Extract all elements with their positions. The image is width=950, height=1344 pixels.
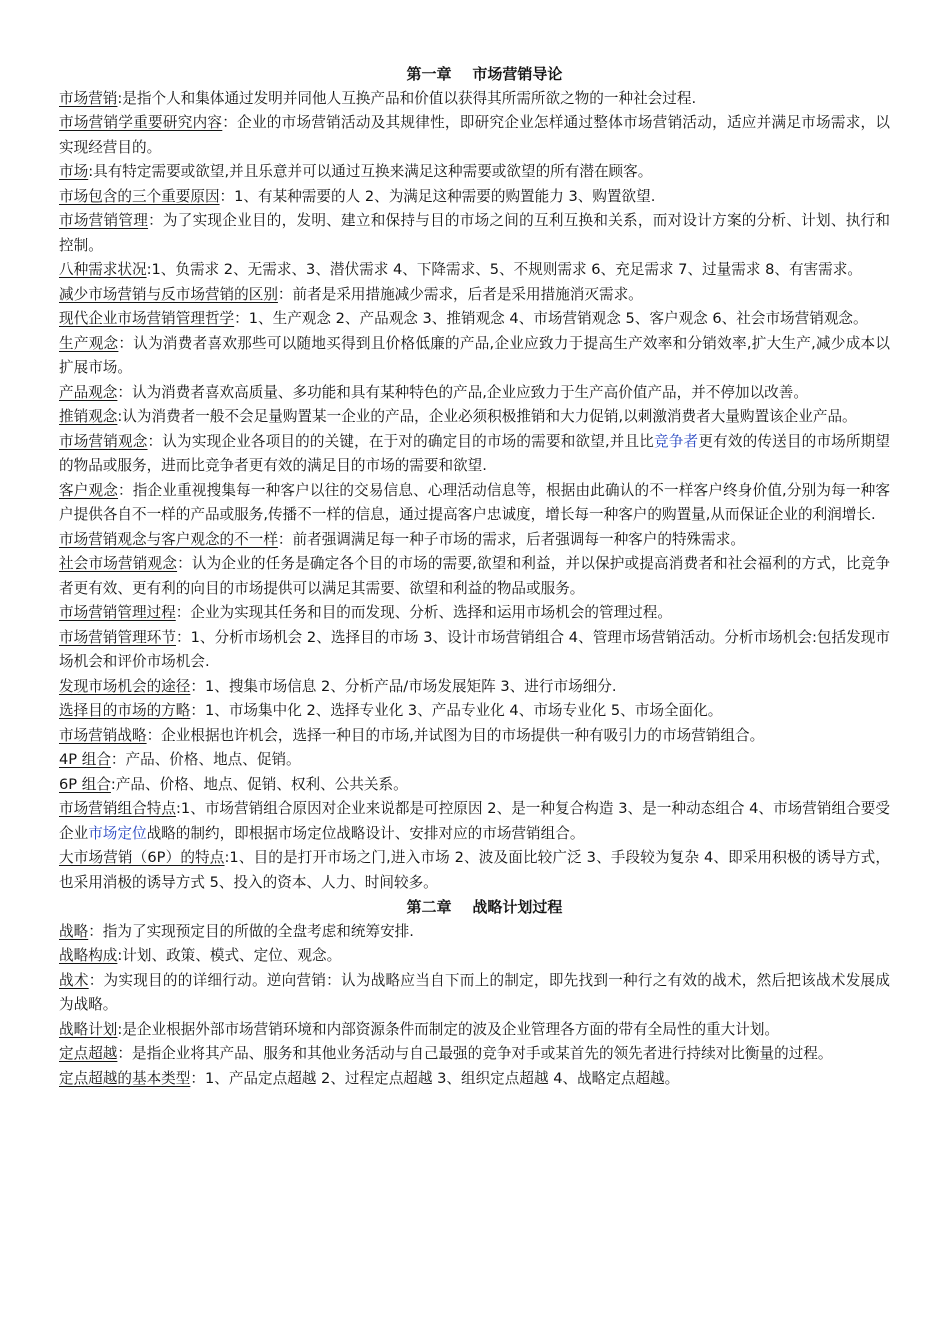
market-positioning-link[interactable]: 市场定位 xyxy=(88,824,147,842)
paragraph xyxy=(59,405,890,430)
term: 4P 组合 xyxy=(59,751,111,768)
term: 市场营销管理 xyxy=(59,212,149,229)
definition: ：指为了实现预定目的所做的全盘考虑和统筹安排. xyxy=(88,922,414,940)
term: 大市场营销（6P）的特点 xyxy=(59,849,225,866)
definition: :产品、价格、地点、促销、权利、公共关系。 xyxy=(110,775,408,793)
definition: ：为了实现企业目的，发明、建立和保持与目的市场之间的互利互换和关系，而对设计方案的分析、计划、执行和控制。 xyxy=(59,212,890,254)
paragraph xyxy=(59,675,890,700)
term: 八种需求状况 xyxy=(59,261,147,278)
term: 减少市场营销与反市场营销的区别 xyxy=(59,285,278,303)
paragraph xyxy=(59,920,890,945)
term: 发现市场机会的途径 xyxy=(59,677,191,695)
paragraph xyxy=(59,944,890,969)
paragraph xyxy=(59,773,890,798)
definition: :具有特定需要或欲望,并且乐意并可以通过互换来满足这种需要或欲望的所有潜在顾客。 xyxy=(88,163,653,180)
chapter-2-title: 第二章 战略计划过程 xyxy=(406,898,563,916)
definition: ：前者是采用措施减少需求，后者是采用措施消灭需求。 xyxy=(277,285,643,303)
term: 市场包含的三个重要原因 xyxy=(59,187,220,205)
term: 市场营销学重要研究内容 xyxy=(59,114,223,131)
definition: :认为消费者一般不会足量购置某一企业的产品，企业必须积极推销和大力促销,以刺激消费者大量购置该企业产品。 xyxy=(117,408,857,425)
paragraph xyxy=(59,1018,890,1043)
paragraph xyxy=(59,87,890,112)
paragraph xyxy=(59,160,890,185)
competitor-link[interactable]: 竞争者 xyxy=(654,432,699,450)
definition: :是企业根据外部市场营销环境和内部资源条件而制定的波及企业管理各方面的带有全局性的重大计划。 xyxy=(117,1020,780,1038)
paragraph xyxy=(59,748,890,773)
paragraph xyxy=(59,381,890,406)
term: 现代企业市场营销管理哲学 xyxy=(59,310,235,327)
paragraph xyxy=(59,430,890,479)
term: 定点超越 xyxy=(59,1045,118,1062)
term: 市场 xyxy=(59,163,89,180)
term: 生产观念 xyxy=(59,334,119,352)
definition: ：1、搜集市场信息 2、分析产品/市场发展矩阵 3、进行市场细分. xyxy=(190,677,617,695)
paragraph xyxy=(59,601,890,626)
term: 战略构成 xyxy=(59,947,118,964)
definition: ：1、有某种需要的人 2、为满足这种需要的购置能力 3、购置欲望. xyxy=(219,187,656,205)
paragraph xyxy=(59,969,890,1018)
definition: ：企业为实现其任务和目的而发现、分析、选择和运用市场机会的管理过程。 xyxy=(175,604,672,621)
definition: ：认为消费者喜欢那些可以随地买得到且价格低廉的产品,企业应致力于提高生产效率和分销效率,扩大生产,减少成本以扩展市场。 xyxy=(59,334,890,376)
paragraph xyxy=(59,307,890,332)
term: 市场营销观念 xyxy=(59,432,148,450)
term: 市场营销组合特点 xyxy=(59,800,176,817)
paragraph xyxy=(59,724,890,749)
paragraph xyxy=(59,185,890,210)
definition: 更有效的传送目的市场所期望的物品或服务，进而比竞争者更有效的满足目的市场的需要和欲望. xyxy=(59,432,890,474)
definition: :计划、政策、模式、定位、观念。 xyxy=(117,947,342,964)
definition: ：指企业重视搜集每一种客户以往的交易信息、心理活动信息等，根据由此确认的不一样客户终身价值,分别为每一种客户提供各自不一样的产品或服务,传播不一样的信息，通过提高客户忠诚度，增长每一种客户的购置量,从而保证企业的利润增长. xyxy=(59,481,890,523)
term: 市场营销管理环节 xyxy=(59,628,176,646)
definition: :1、负需求 2、无需求、3、潜伏需求 4、下降需求、5、不规则需求 6、充足需求 7、过量需求 8、有害需求。 xyxy=(146,261,862,278)
term: 6P 组合 xyxy=(59,775,111,793)
term: 产品观念 xyxy=(59,383,118,401)
definition: 战略的制约，即根据市场定位战略设计、安排对应的市场营销组合。 xyxy=(146,824,585,842)
definition: ：1、分析市场机会 2、选择目的市场 3、设计市场营销组合 4、管理市场营销活动。分析市场机会:包括发现市场机会和评价市场机会. xyxy=(59,628,890,670)
paragraph xyxy=(59,283,890,308)
term: 定点超越的基本类型 xyxy=(59,1069,191,1087)
definition: ：认为实现企业各项目的的关键，在于对的确定目的市场的需要和欲望,并且比 xyxy=(147,432,655,450)
paragraph xyxy=(59,332,890,381)
definition: :1、市场营销组合原因对企业来说都是可控原因 2、是一种复合构造 3、是一种动态组合 4、市场营销组合要受企业 xyxy=(59,800,890,842)
definition: ：1、市场集中化 2、选择专业化 3、产品专业化 4、市场专业化 5、市场全面化。 xyxy=(190,702,723,719)
paragraph xyxy=(59,209,890,258)
paragraph xyxy=(59,1042,890,1067)
definition: ：1、生产观念 2、产品观念 3、推销观念 4、市场营销观念 5、客户观念 6、社会市场营销观念。 xyxy=(234,310,868,327)
chapter-1-title: 第一章 市场营销导论 xyxy=(406,65,563,83)
paragraph xyxy=(59,846,890,895)
term: 客户观念 xyxy=(59,481,119,499)
definition: ：企业根据也许机会，选择一种目的市场,并试图为目的市场提供一种有吸引力的市场营销组合。 xyxy=(146,726,765,744)
term: 推销观念 xyxy=(59,408,118,425)
definition: ：是指企业将其产品、服务和其他业务活动与自己最强的竞争对手或某首先的领先者进行持续对比衡量的过程。 xyxy=(117,1045,833,1062)
definition: ：认为企业的任务是确定各个目的市场的需要,欲望和利益，并以保护或提高消费者和社会福利的方式，比竞争者更有效、更有利的向目的市场提供可以满足其需要、欲望和利益的物品或服务。 xyxy=(59,555,890,597)
paragraph xyxy=(59,258,890,283)
paragraph xyxy=(59,699,890,724)
paragraph xyxy=(59,797,890,846)
paragraph xyxy=(59,626,890,675)
term: 市场营销观念与客户观念的不一样 xyxy=(59,530,278,548)
paragraph xyxy=(59,111,890,160)
term: 战略计划 xyxy=(59,1020,118,1038)
definition: ：前者强调满足每一种子市场的需求，后者强调每一种客户的特殊需求。 xyxy=(277,530,745,548)
term: 社会市场营销观念 xyxy=(59,555,178,572)
definition: ：认为消费者喜欢高质量、多功能和具有某种特色的产品,企业应致力于生产高价值产品，并不停加以改善。 xyxy=(117,383,808,401)
term: 市场营销战略 xyxy=(59,726,147,744)
definition: ：产品、价格、地点、促销。 xyxy=(110,751,301,768)
definition: :是指个人和集体通过发明并同他人互换产品和价值以获得其所需所欲之物的一种社会过程. xyxy=(117,89,697,107)
term: 选择目的市场的方略 xyxy=(59,702,191,719)
paragraph xyxy=(59,479,890,528)
term: 战术 xyxy=(59,971,89,989)
term: 战略 xyxy=(59,922,89,940)
definition: :1、目的是打开市场之门,进入市场 2、波及面比较广泛 3、手段较为复杂 4、即采用积极的诱导方式，也采用消极的诱导方式 5、投入的资本、人力、时间较多。 xyxy=(59,849,890,891)
definition: ：企业的市场营销活动及其规律性，即研究企业怎样通过整体市场营销活动，适应并满足市场需求，以实现经营目的。 xyxy=(59,114,890,156)
paragraph xyxy=(59,552,890,601)
paragraph xyxy=(59,1067,890,1092)
paragraph xyxy=(59,528,890,553)
term: 市场营销 xyxy=(59,89,118,107)
definition: ：为实现目的的详细行动。逆向营销：认为战略应当自下而上的制定，即先找到一种行之有效的战术，然后把该战术发展成为战略。 xyxy=(59,971,890,1013)
term: 市场营销管理过程 xyxy=(59,604,176,621)
definition: ：1、产品定点超越 2、过程定点超越 3、组织定点超越 4、战略定点超越。 xyxy=(190,1069,680,1087)
